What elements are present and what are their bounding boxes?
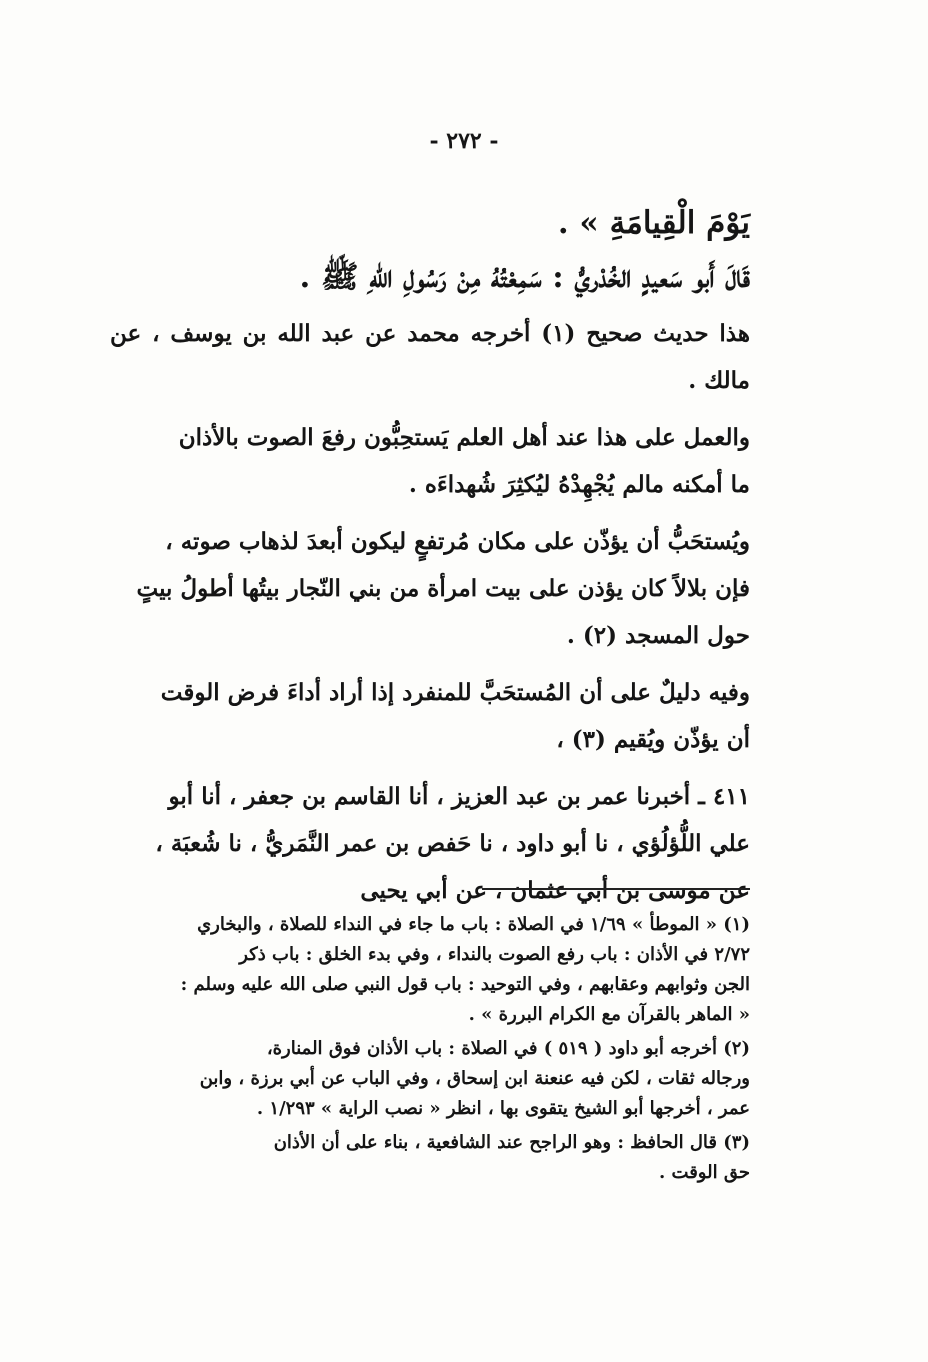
footnote-1 xyxy=(110,910,750,1030)
text-line: والعمل على هذا عند أهل العلم يَستحِبُّون رفعَ الصوت بالأذان xyxy=(178,424,750,451)
page-number: - ٢٧٢ - xyxy=(429,128,499,154)
footnote-3 xyxy=(110,1128,750,1188)
main-text xyxy=(110,196,750,924)
text-line: هذا حديث صحيح (١) أخرجه محمد عن عبد الله بن يوسف ، عن مالك . xyxy=(110,320,750,394)
footnote-line: حق الوقت . xyxy=(658,1162,750,1183)
footnote-2 xyxy=(110,1034,750,1124)
paragraph-hadith-grading xyxy=(110,310,750,404)
text-line: حول المسجد (٢) . xyxy=(566,622,750,649)
text-line: ٤١١ ـ أخبرنا عمر بن عبد العزيز ، أنا القاسم بن جعفر ، أنا أبو xyxy=(168,783,750,810)
footnote-line: ٢/٧٢ في الأذان : باب رفع الصوت بالنداء ، وفي بدء الخلق : باب ذكر xyxy=(239,944,750,965)
footnote-line: (٢) أخرجه أبو داود ( ٥١٩ ) في الصلاة : باب الأذان فوق المنارة، xyxy=(266,1038,750,1059)
text-line: وفيه دليلٌ على أن المُستحَبَّ للمنفرد إذا أراد أداءَ فرض الوقت xyxy=(160,679,750,706)
footnote-line: عمر ، أخرجها أبو الشيخ يتقوى بها ، انظر « نصب الراية » ١/٢٩٣ . xyxy=(256,1098,750,1119)
paragraph-raising-voice xyxy=(110,414,750,508)
footnote-separator xyxy=(482,888,750,890)
footnote-line: (٣) قال الحافظ : وهو الراجح عند الشافعية ، بناء على أن الأذان xyxy=(273,1132,750,1153)
paragraph-elevated-place xyxy=(110,518,750,659)
paragraph-hadith-411-isnad xyxy=(110,773,750,914)
text-line: فإن بلالاً كان يؤذن على بيت امرأة من بني النّجار بيتُها أطولُ بيتٍ xyxy=(136,575,750,602)
footnote-line: الجن وثوابهم وعقابهم ، وفي التوحيد : باب قول النبي صلى الله عليه وسلم : xyxy=(180,974,750,995)
text-line: ويُستحَبُّ أن يؤذّن على مكان مُرتفعٍ ليكون أبعدَ لذهاب صوته ، xyxy=(165,528,750,555)
text-line: أن يؤذّن ويُقيم (٣) ، xyxy=(556,726,750,753)
footnote-line: ورجاله ثقات ، لكن فيه عنعنة ابن إسحاق ، وفي الباب عن أبي برزة ، وابن xyxy=(199,1068,750,1089)
text-line: عن موسى بن أبي عثمان ، عن أبي يحيى xyxy=(360,877,750,904)
text-line: ما أمكنه مالم يُجْهِدْهُ ليُكثِرَ شُهداءَه . xyxy=(408,471,750,498)
hadith-narrator: قَالَ أَبو سَعيدٍ الخُدْريُّ : سَمِعْتُهُ مِنْ رَسُولِ اللهِ ﷺ . xyxy=(299,259,750,295)
footnotes xyxy=(110,910,750,1192)
hadith-tail: يَوْمَ الْقِيامَةِ » . xyxy=(557,205,750,241)
footnote-line: (١) « الموطأ » ١/٦٩ في الصلاة : باب ما جاء في النداء للصلاة ، والبخاري xyxy=(197,914,750,935)
text-line: علي اللُّؤلُؤي ، نا أبو داود ، نا حَفص بن عمر النَّمَريُّ ، نا شُعبَة ، xyxy=(155,830,750,857)
paragraph-solitary-worshipper xyxy=(110,669,750,763)
footnote-line: « الماهر بالقرآن مع الكرام البررة » . xyxy=(468,1004,750,1025)
